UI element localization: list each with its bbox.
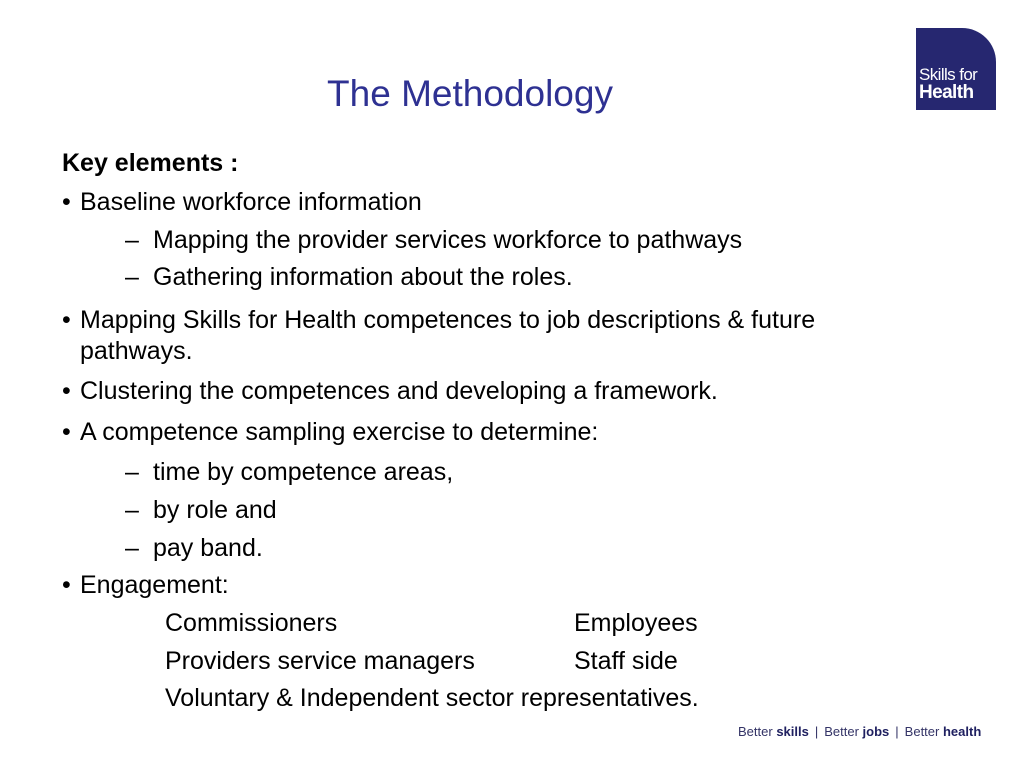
dash-icon: –: [125, 226, 139, 254]
sub-bullet-item: – Gathering information about the roles.: [125, 263, 573, 291]
bullet-item: • Engagement:: [62, 571, 229, 599]
engagement-providers: Providers service managers: [165, 647, 475, 675]
bullet-continuation: pathways.: [80, 337, 193, 365]
sub-bullet-item: – pay band.: [125, 534, 263, 562]
engagement-employees: Employees: [574, 609, 698, 637]
engagement-voluntary: Voluntary & Independent sector representatives.: [165, 684, 699, 712]
logo-line2: Health: [919, 82, 974, 103]
bullet-item: • A competence sampling exercise to determine:: [62, 418, 599, 446]
bullet-dot-icon: •: [62, 571, 71, 599]
engagement-commissioners: Commissioners: [165, 609, 338, 637]
bullet-dot-icon: •: [62, 188, 71, 216]
bullet-dot-icon: •: [62, 418, 71, 446]
skills-for-health-logo: [916, 28, 996, 110]
bullet-item: • Baseline workforce information: [62, 188, 422, 216]
key-elements-heading: Key elements :: [62, 149, 239, 177]
sub-bullet-item: – time by competence areas,: [125, 458, 454, 486]
dash-icon: –: [125, 534, 139, 562]
slide-title: The Methodology: [327, 73, 613, 114]
footer-tagline: Better skills | Better jobs | Better health: [738, 724, 982, 739]
bullet-item: • Mapping Skills for Health competences to job descriptions & future: [62, 306, 816, 334]
bullet-item: • Clustering the competences and developing a framework.: [62, 377, 718, 405]
dash-icon: –: [125, 458, 139, 486]
dash-icon: –: [125, 263, 139, 291]
sub-bullet-item: – Mapping the provider services workforce to pathways: [125, 226, 743, 254]
engagement-staff-side: Staff side: [574, 647, 678, 675]
bullet-dot-icon: •: [62, 306, 71, 334]
sub-bullet-item: – by role and: [125, 496, 277, 524]
bullet-dot-icon: •: [62, 377, 71, 405]
logo-line1: Skills for: [919, 65, 978, 84]
dash-icon: –: [125, 496, 139, 524]
